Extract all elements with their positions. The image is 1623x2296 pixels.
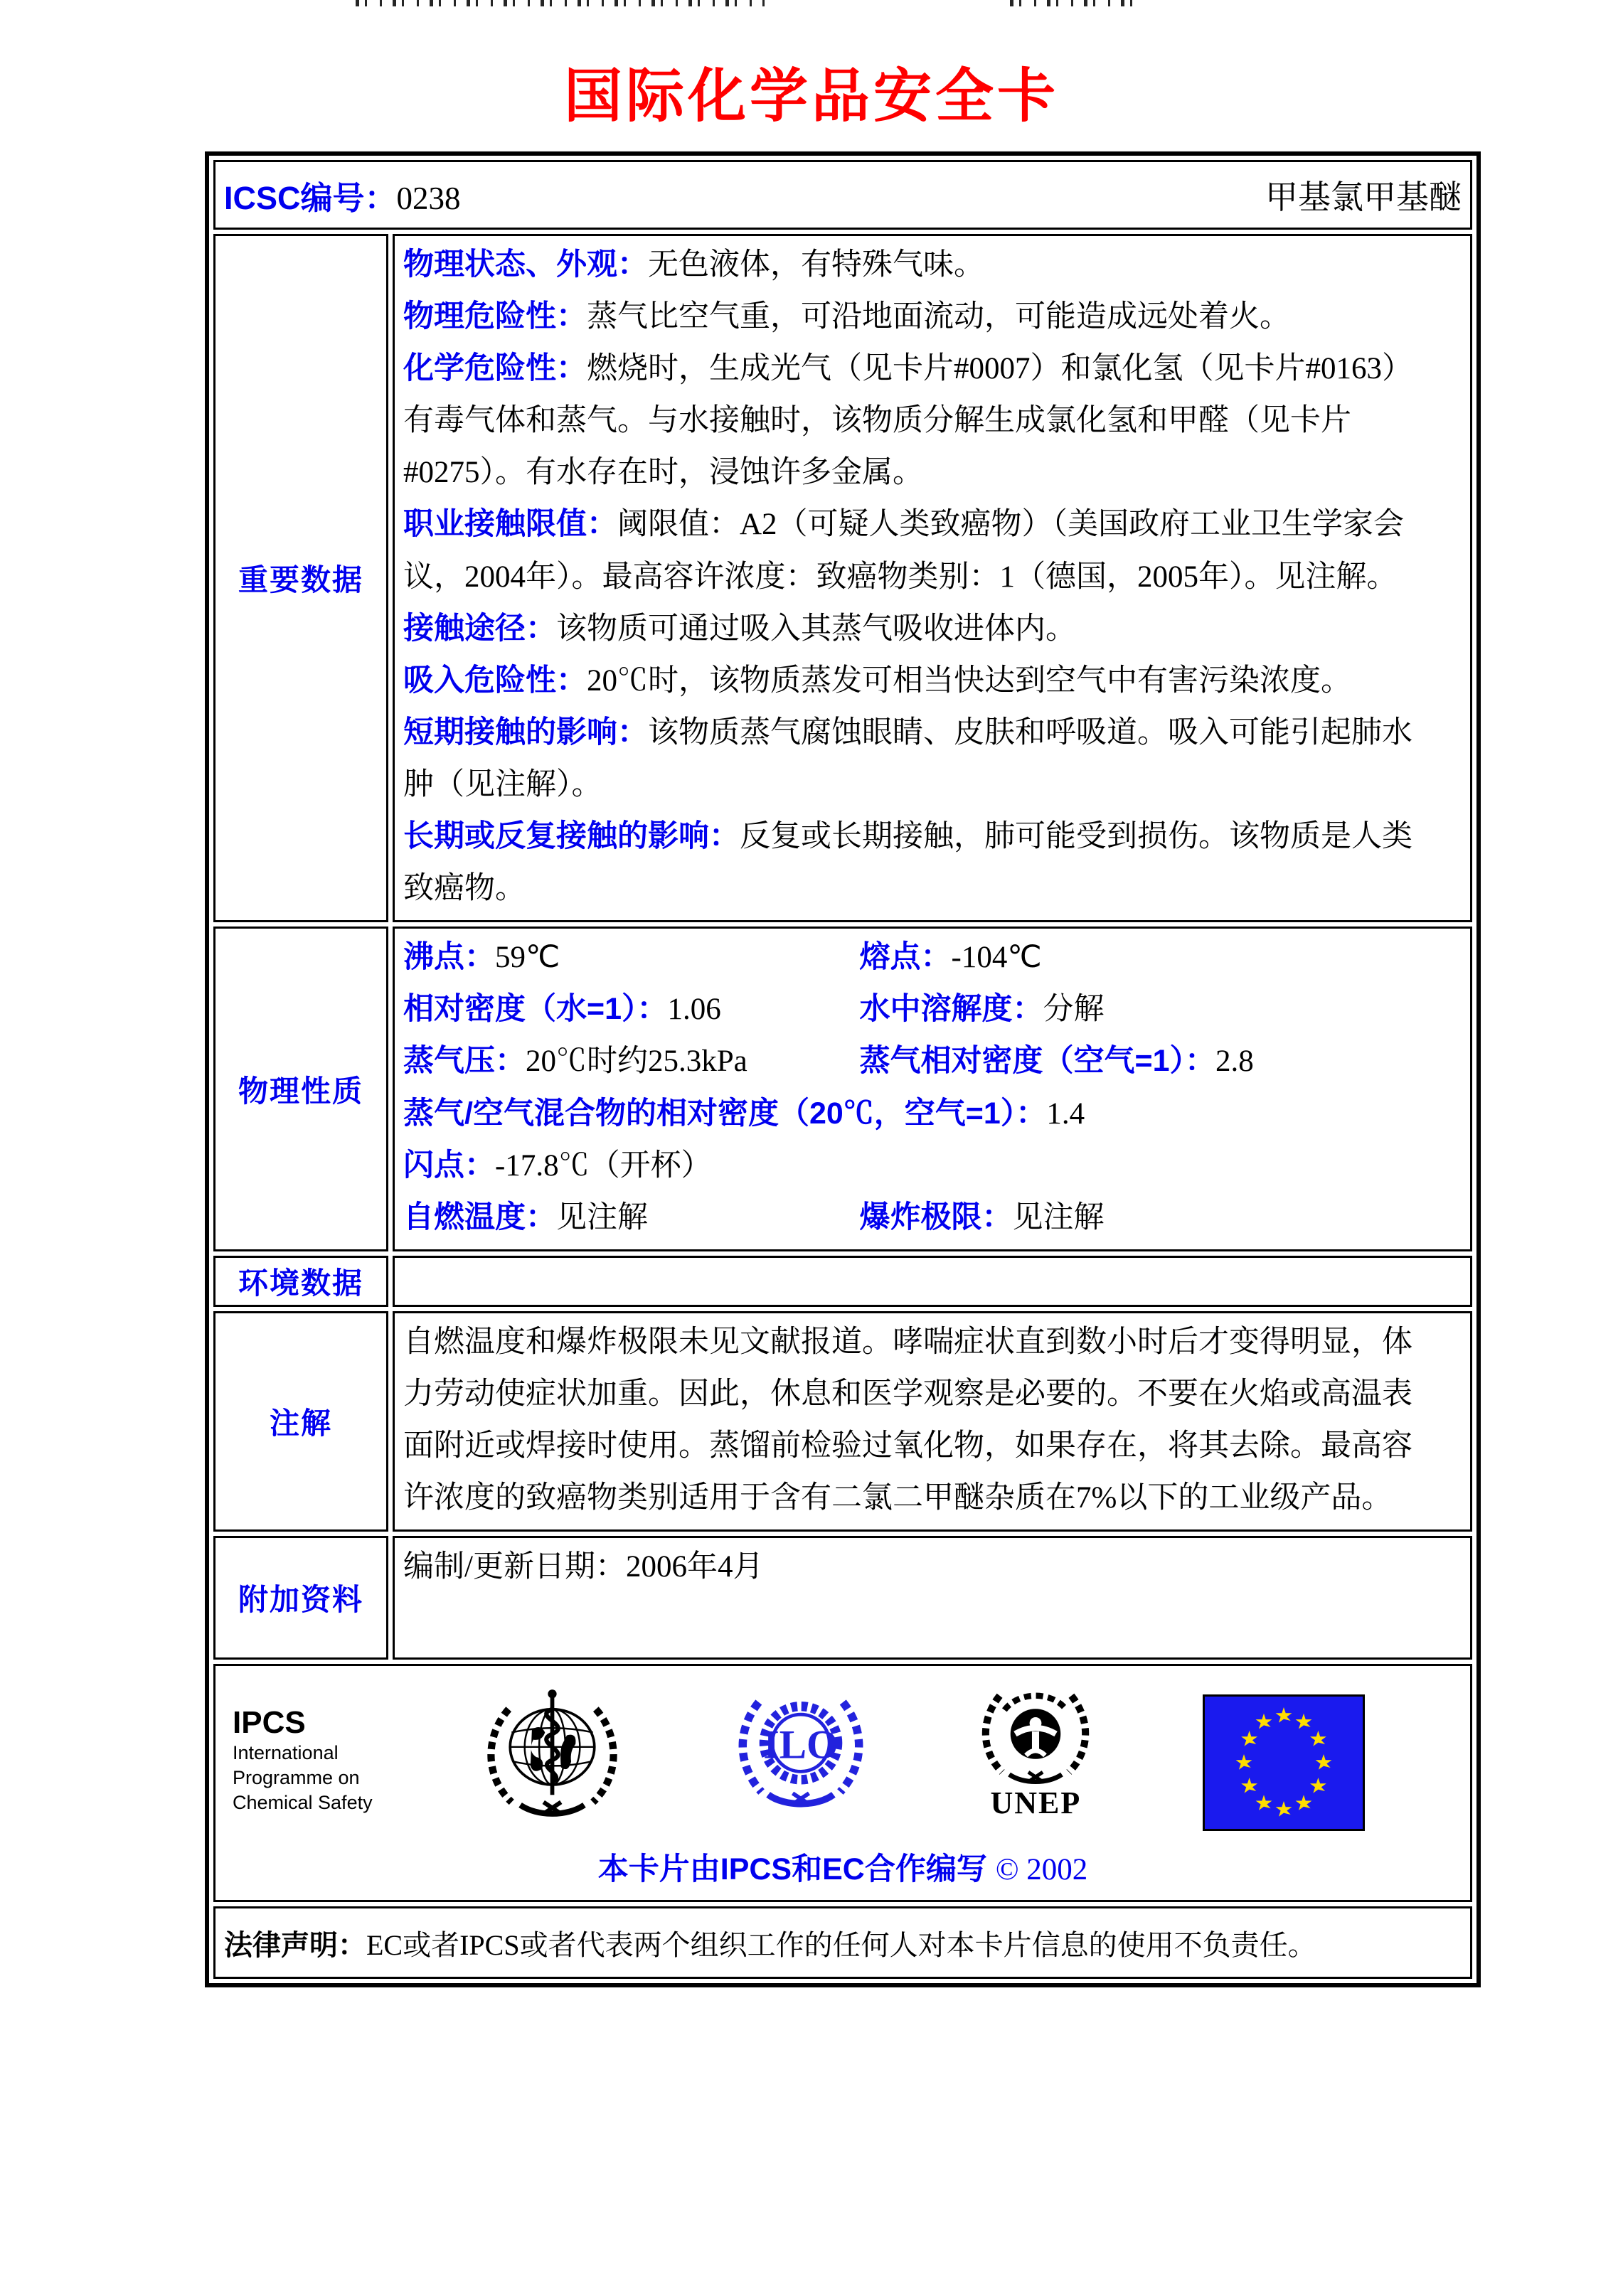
card-header-cell <box>213 160 1472 230</box>
entry-exposure-routes: 接触途径：该物质可通过吸入其蒸气吸收进体内。 <box>403 611 1076 646</box>
icsc-card-table <box>205 151 1481 1987</box>
prop-row-vapour-air-mixture: 蒸气/空气混合物的相对密度（20℃，空气=1）：1.4 <box>403 1096 1085 1131</box>
icsc-number-value: 0238 <box>396 180 461 216</box>
row-label-additional-info: 附加资料 <box>213 1536 388 1660</box>
environmental-data-content <box>393 1256 1472 1307</box>
notes-content <box>393 1311 1472 1532</box>
legal-notice-row <box>213 1906 1472 1979</box>
eu-flag-icon <box>1203 1694 1365 1831</box>
clipped-text-fragments-right <box>1010 0 1142 6</box>
row-label-notes: 注解 <box>213 1311 388 1532</box>
legal-notice-text: EC或者IPCS或者代表两个组织工作的任何人对本卡片信息的使用不负责任。 <box>366 1928 1316 1961</box>
prop-row-boiling-melting: 沸点：59℃ 熔点：-104℃ <box>403 940 1042 975</box>
page-title: 国际化学品安全卡 <box>563 62 1059 130</box>
copyright-year: © 2002 <box>995 1853 1088 1887</box>
unep-wordmark: UNEP <box>990 1785 1082 1821</box>
entry-occupational-limits: 职业接触限值：阈限值：A2（可疑人类致癌物）（美国政府工业卫生学家会议，2004年）。最高容许浓度：致癌物类别：1（德国，2005年）。见注解。 <box>403 507 1405 594</box>
environmental-data-row <box>213 1256 1472 1307</box>
logos-row <box>213 1664 1472 1902</box>
additional-info-row <box>213 1536 1472 1660</box>
entry-chemical-danger: 化学危险性：燃烧时，生成光气（见卡片#0007）和氯化氢（见卡片#0163）有毒气体和蒸气。与水接触时，该物质分解生成氯化氢和甲醛（见卡片#0275）。有水存在时，浸蚀许多金属。 <box>403 351 1412 490</box>
prop-row-density-solubility: 相对密度（水=1）：1.06 水中溶解度：分解 <box>403 992 1105 1027</box>
additional-info-content <box>393 1536 1472 1660</box>
entry-inhalation-risk: 吸入危险性：20℃时，该物质蒸发可相当快达到空气中有害污染浓度。 <box>403 663 1351 698</box>
who-logo-icon <box>479 1686 625 1823</box>
ipcs-text-block: IPCS International Programme on Chemical Safety <box>233 1705 373 1813</box>
legal-notice-label: 法律声明： <box>224 1929 366 1961</box>
legal-notice-cell <box>213 1906 1472 1979</box>
notes-paragraph: 自燃温度和爆炸极限未见文献报道。哮喘症状直到数小时后才变得明显，体力劳动使症状加重。因此，休息和医学观察是必要的。不要在火焰或高温表面附近或焊接时使用。蒸馏前检验过氧化物，如果存在，将其去除。最高容许浓度的致癌物类别适用于含有二氯二甲醚杂质在7%以下的工业级产品。 <box>403 1325 1412 1515</box>
icsc-number-group <box>224 172 461 218</box>
prop-row-autoignition-explosive: 自燃温度：见注解 爆炸极限：见注解 <box>403 1200 1105 1234</box>
ilo-logo-icon <box>733 1686 869 1812</box>
important-data-row <box>213 234 1472 922</box>
physical-properties-content <box>393 927 1472 1251</box>
notes-row <box>213 1311 1472 1532</box>
entry-physical-state: 物理状态、外观：无色液体，有特殊气味。 <box>403 247 984 282</box>
svg-text:ILO: ILO <box>763 1722 839 1768</box>
prop-row-vapour-pressure: 蒸气压：20℃时约25.3kPa 蒸气相对密度（空气=1）：2.8 <box>403 1044 1254 1079</box>
icsc-number-label: ICSC编号： <box>224 179 397 216</box>
clipped-text-fragments-left <box>356 0 765 6</box>
cooperation-caption: 本卡片由IPCS和EC合作编写 © 2002 <box>597 1852 1088 1887</box>
update-date: 编制/更新日期：2006年4月 <box>403 1550 764 1584</box>
important-data-content <box>393 234 1472 922</box>
row-label-physical-properties: 物理性质 <box>213 927 388 1251</box>
row-label-important-data: 重要数据 <box>213 234 388 922</box>
entry-long-term-effects: 长期或反复接触的影响：反复或长期接触，肺可能受到损伤。该物质是人类致癌物。 <box>403 819 1412 906</box>
chemical-name: 甲基氯甲基醚 <box>1265 179 1462 215</box>
card-header-row <box>213 160 1472 230</box>
ipcs-acronym: IPCS <box>233 1705 306 1741</box>
unep-logo-block <box>976 1686 1095 1821</box>
logos-cell <box>213 1664 1472 1902</box>
row-label-environmental-data: 环境数据 <box>213 1256 388 1307</box>
entry-short-term-effects: 短期接触的影响：该物质蒸气腐蚀眼睛、皮肤和呼吸道。吸入可能引起肺水肿（见注解）。 <box>403 715 1412 801</box>
physical-properties-row <box>213 927 1472 1251</box>
entry-physical-danger: 物理危险性：蒸气比空气重，可沿地面流动，可能造成远处着火。 <box>403 299 1290 334</box>
prop-row-flash-point: 闪点：-17.8℃（开杯） <box>403 1148 712 1182</box>
